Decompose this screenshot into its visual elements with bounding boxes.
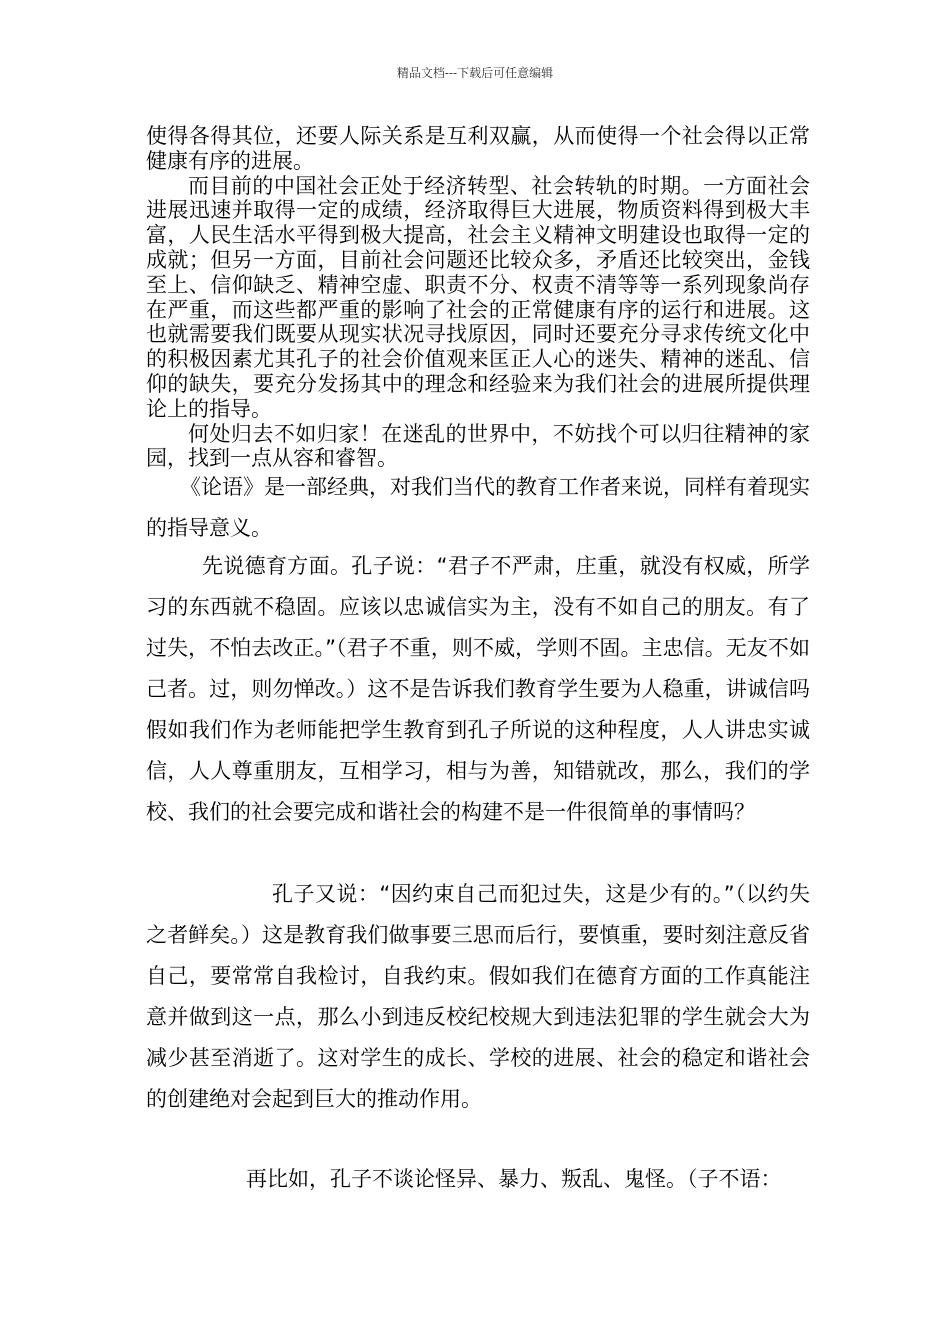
paragraph-analects-intro-block [146,467,810,549]
paragraph-moral-education: 先说德育方面。孔子说：“君子不严肃，庄重，就没有权威，所学习的东西就不稳固。应该以忠诚信实为主，没有不如自己的朋友。有了过失，不怕去改正。”（君子不重，则不威，学则不固。主忠信。无友不如己者。过，则勿惮改。）这不是告诉我们教育学生要为人稳重，讲诚信吗假如我们作为老师能把学生教育到孔子所说的这种程度，人人讲忠实诚信，人人尊重朋友，互相学习，相与为善，知错就改，那么，我们的学校、我们的社会要完成和谐社会的构建不是一件很简单的事情吗？ [146,554,810,824]
paragraph-self-restraint-block [146,874,810,1120]
paragraph-self-restraint: 孔子又说：“因约束自己而犯过失，这是少有的。”（以约失之者鲜矣。）这是教育我们做事要三思而后行，要慎重，要时刻注意反省自己，要常常自我检讨，自我约束。假如我们在德育方面的工作真能注意并做到这一点，那么小到违反校纪校规大到违法犯罪的学生就会大为减少甚至消逝了。这对学生的成长、学校的进展、社会的稳定和谐社会的创建绝对会起到巨大的推动作用。 [146,882,810,1111]
paragraph-confucius-silent: 再比如，孔子不谈论怪异、暴力、叛乱、鬼怪。（子不语： [246,1167,782,1191]
paragraph-analects-intro: 《论语》是一部经典，对我们当代的教育工作者来说，同样有着现实的指导意义。 [146,475,810,540]
paragraph-moral-education-block [146,546,810,833]
paragraph-social-transition: 而目前的中国社会正处于经济转型、社会转轨的时期。一方面社会进展迅速并取得一定的成绩，经济取得巨大进展，物质资料得到极大丰富，人民生活水平得到极大提高，社会主义精神文明建设也取得一定的成就；但另一方面，目前社会问题还比较众多，矛盾还比较突出，金钱至上、信仰缺乏、精神空虚、职责不分、权责不清等等一系列现象尚存在严重，而这些都严重的影响了社会的正常健康有序的运行和进展。这也就需要我们既要从现实状况寻找原因，同时还要充分寻求传统文化中的积极因素尤其孔子的社会价值观来匡正人心的迷失、精神的迷乱、信仰的缺失，要充分发扬其中的理念和经验来为我们社会的进展所提供理论上的指导。 [146,173,810,421]
paragraph-continuation: 使得各得其位，还要人际关系是互利双赢，从而使得一个社会得以正常健康有序的进展。 [146,124,810,173]
page-header: 精品文档---下载后可任意编辑 [396,66,554,80]
paragraph-return-home: 何处归去不如归家！在迷乱的世界中，不妨找个可以归往精神的家园，找到一点从容和睿智。 [146,421,810,471]
paragraph-confucius-silent-block [146,1159,810,1200]
dense-text-block [146,124,810,471]
